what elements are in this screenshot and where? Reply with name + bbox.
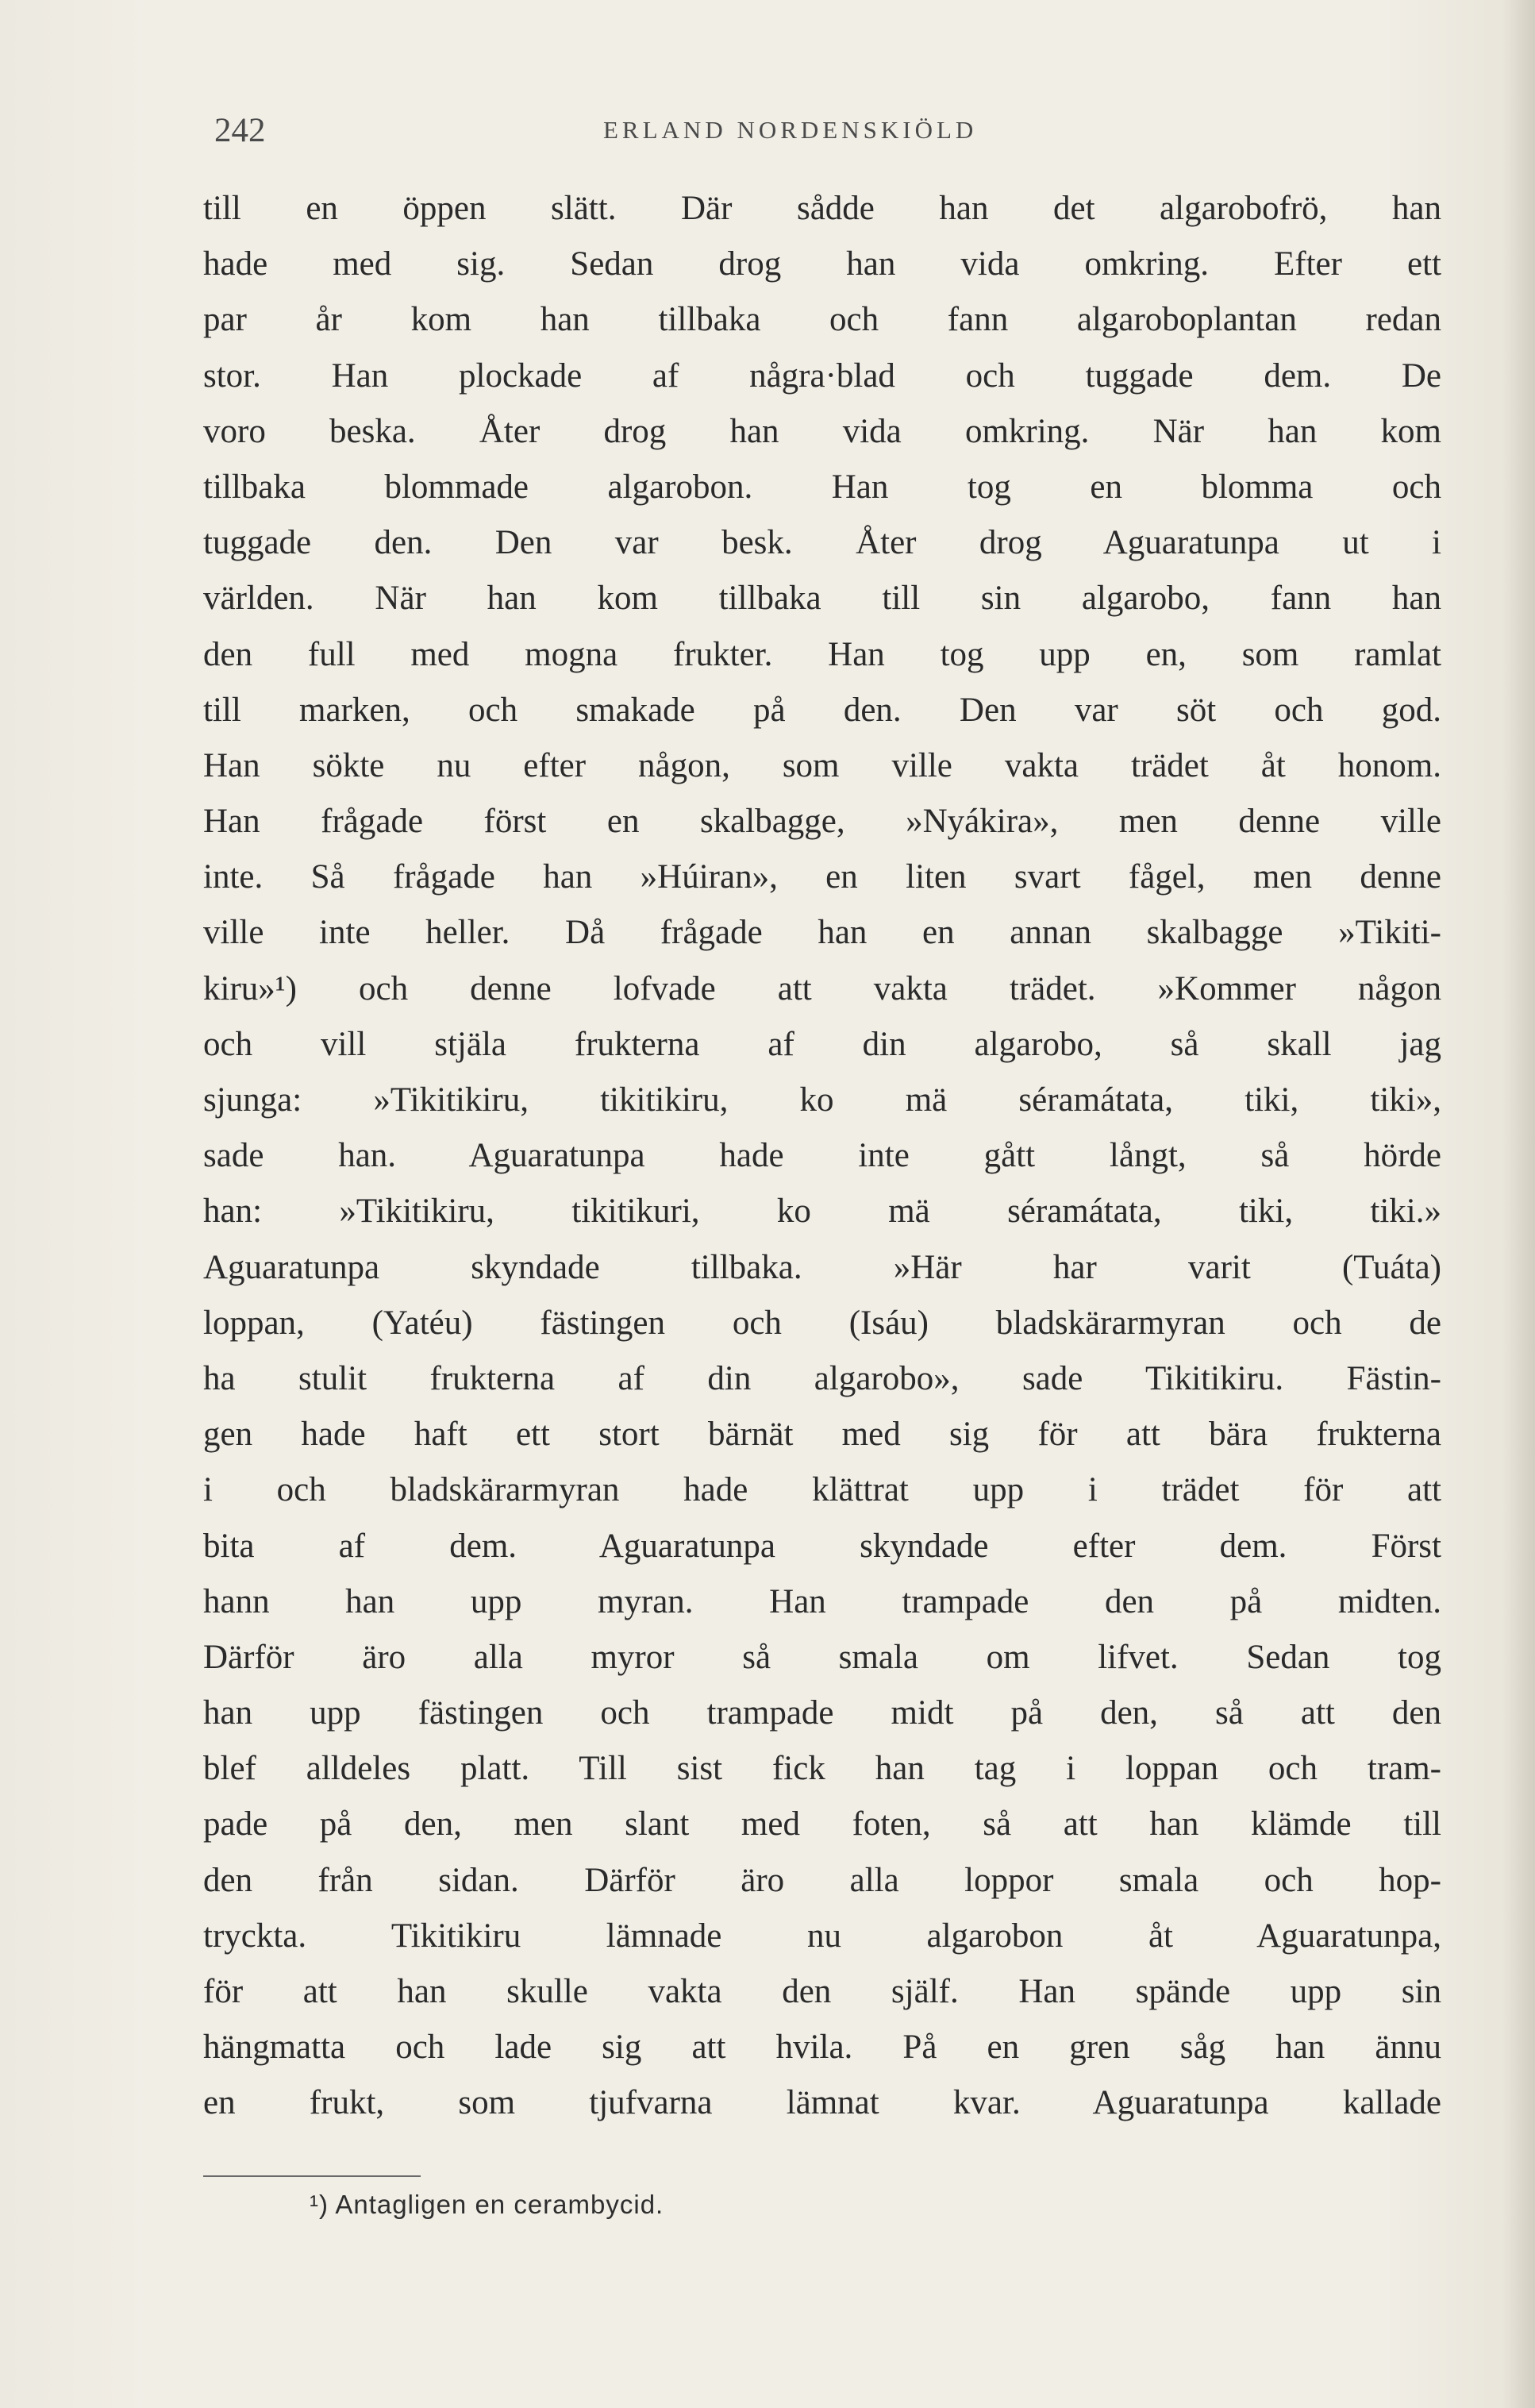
text-line: hängmatta och lade sig att hvila. På en gren såg han ännu — [203, 2028, 1441, 2067]
text-line: Därför äro alla myror så smala om lifvet. Sedan tog — [203, 1638, 1441, 1676]
text-line: han upp fästingen och trampade midt på den, så att den — [203, 1694, 1441, 1732]
text-line: världen. När han kom tillbaka till sin algarobo, fann han — [203, 580, 1441, 618]
text-line: den full med mogna frukter. Han tog upp en, som ramlat — [203, 635, 1441, 673]
text-line: sade han. Aguaratunpa hade inte gått långt, så hörde — [203, 1137, 1441, 1175]
text-line: loppan, (Yatéu) fästingen och (Isáu) bladskärarmyran och de — [203, 1304, 1441, 1342]
text-line: tuggade den. Den var besk. Åter drog Aguaratunpa ut i — [203, 524, 1441, 562]
text-line: par år kom han tillbaka och fann algaroboplantan redan — [203, 301, 1441, 339]
text-line: den från sidan. Därför äro alla loppor smala och hop- — [203, 1861, 1441, 1899]
text-line: sjunga: »Tikitikiru, tikitikiru, ko mä séramátata, tiki, tiki», — [203, 1081, 1441, 1119]
footnote-rule — [203, 2175, 421, 2177]
text-line: ville inte heller. Då frågade han en annan skalbagge »Tikiti- — [203, 914, 1441, 952]
body-text — [203, 181, 1441, 2132]
text-line: stor. Han plockade af några·blad och tuggade dem. De — [203, 356, 1441, 395]
text-line: Han sökte nu efter någon, som ville vakta trädet åt honom. — [203, 746, 1441, 784]
page-header — [203, 111, 1441, 159]
text-line: hann han upp myran. Han trampade den på midten. — [203, 1582, 1441, 1620]
text-line: tryckta. Tikitikiru lämnade nu algarobon åt Aguaratunpa, — [203, 1917, 1441, 1955]
text-line: till en öppen slätt. Där sådde han det algarobofrö, han — [203, 190, 1441, 227]
page-edge-shadow — [1503, 0, 1535, 2408]
text-line: bita af dem. Aguaratunpa skyndade efter dem. Först — [203, 1527, 1441, 1565]
text-line: kiru»¹) och denne lofvade att vakta trädet. »Kommer någon — [203, 969, 1441, 1008]
text-line: Han frågade först en skalbagge, »Nyákira», men denne ville — [203, 803, 1441, 841]
text-line: till marken, och smakade på den. Den var söt och god. — [203, 691, 1441, 729]
text-line: hade med sig. Sedan drog han vida omkring. Efter ett — [203, 245, 1441, 283]
text-line: han: »Tikitikiru, tikitikuri, ko mä séramátata, tiki, tiki.» — [203, 1192, 1441, 1231]
page-number: 242 — [214, 112, 266, 149]
text-line: för att han skulle vakta den själf. Han spände upp sin — [203, 1973, 1441, 2010]
running-head: ERLAND NORDENSKIÖLD — [603, 116, 978, 144]
text-line: pade på den, men slant med foten, så att han klämde till — [203, 1805, 1441, 1844]
text-line: i och bladskärarmyran hade klättrat upp i trädet för att — [203, 1471, 1441, 1509]
footnote: ¹) Antagligen en cerambycid. — [310, 2190, 664, 2219]
text-line: en frukt, som tjufvarna lämnat kvar. Aguaratunpa kallade — [203, 2084, 1441, 2122]
text-line: ha stulit frukterna af din algarobo», sade Tikitikiru. Fästin- — [203, 1359, 1441, 1397]
text-line: Aguaratunpa skyndade tillbaka. »Här har varit (Tuáta) — [203, 1248, 1441, 1286]
text-line: och vill stjäla frukterna af din algarobo, så skall jag — [203, 1025, 1441, 1063]
text-line: voro beska. Åter drog han vida omkring. När han kom — [203, 412, 1441, 450]
text-line: inte. Så frågade han »Húiran», en liten svart fågel, men denne — [203, 858, 1441, 896]
text-line: gen hade haft ett stort bärnät med sig för att bära frukterna — [203, 1416, 1441, 1454]
text-line: tillbaka blommade algarobon. Han tog en blomma och — [203, 468, 1441, 506]
text-line: blef alldeles platt. Till sist fick han tag i loppan och tram- — [203, 1750, 1441, 1788]
